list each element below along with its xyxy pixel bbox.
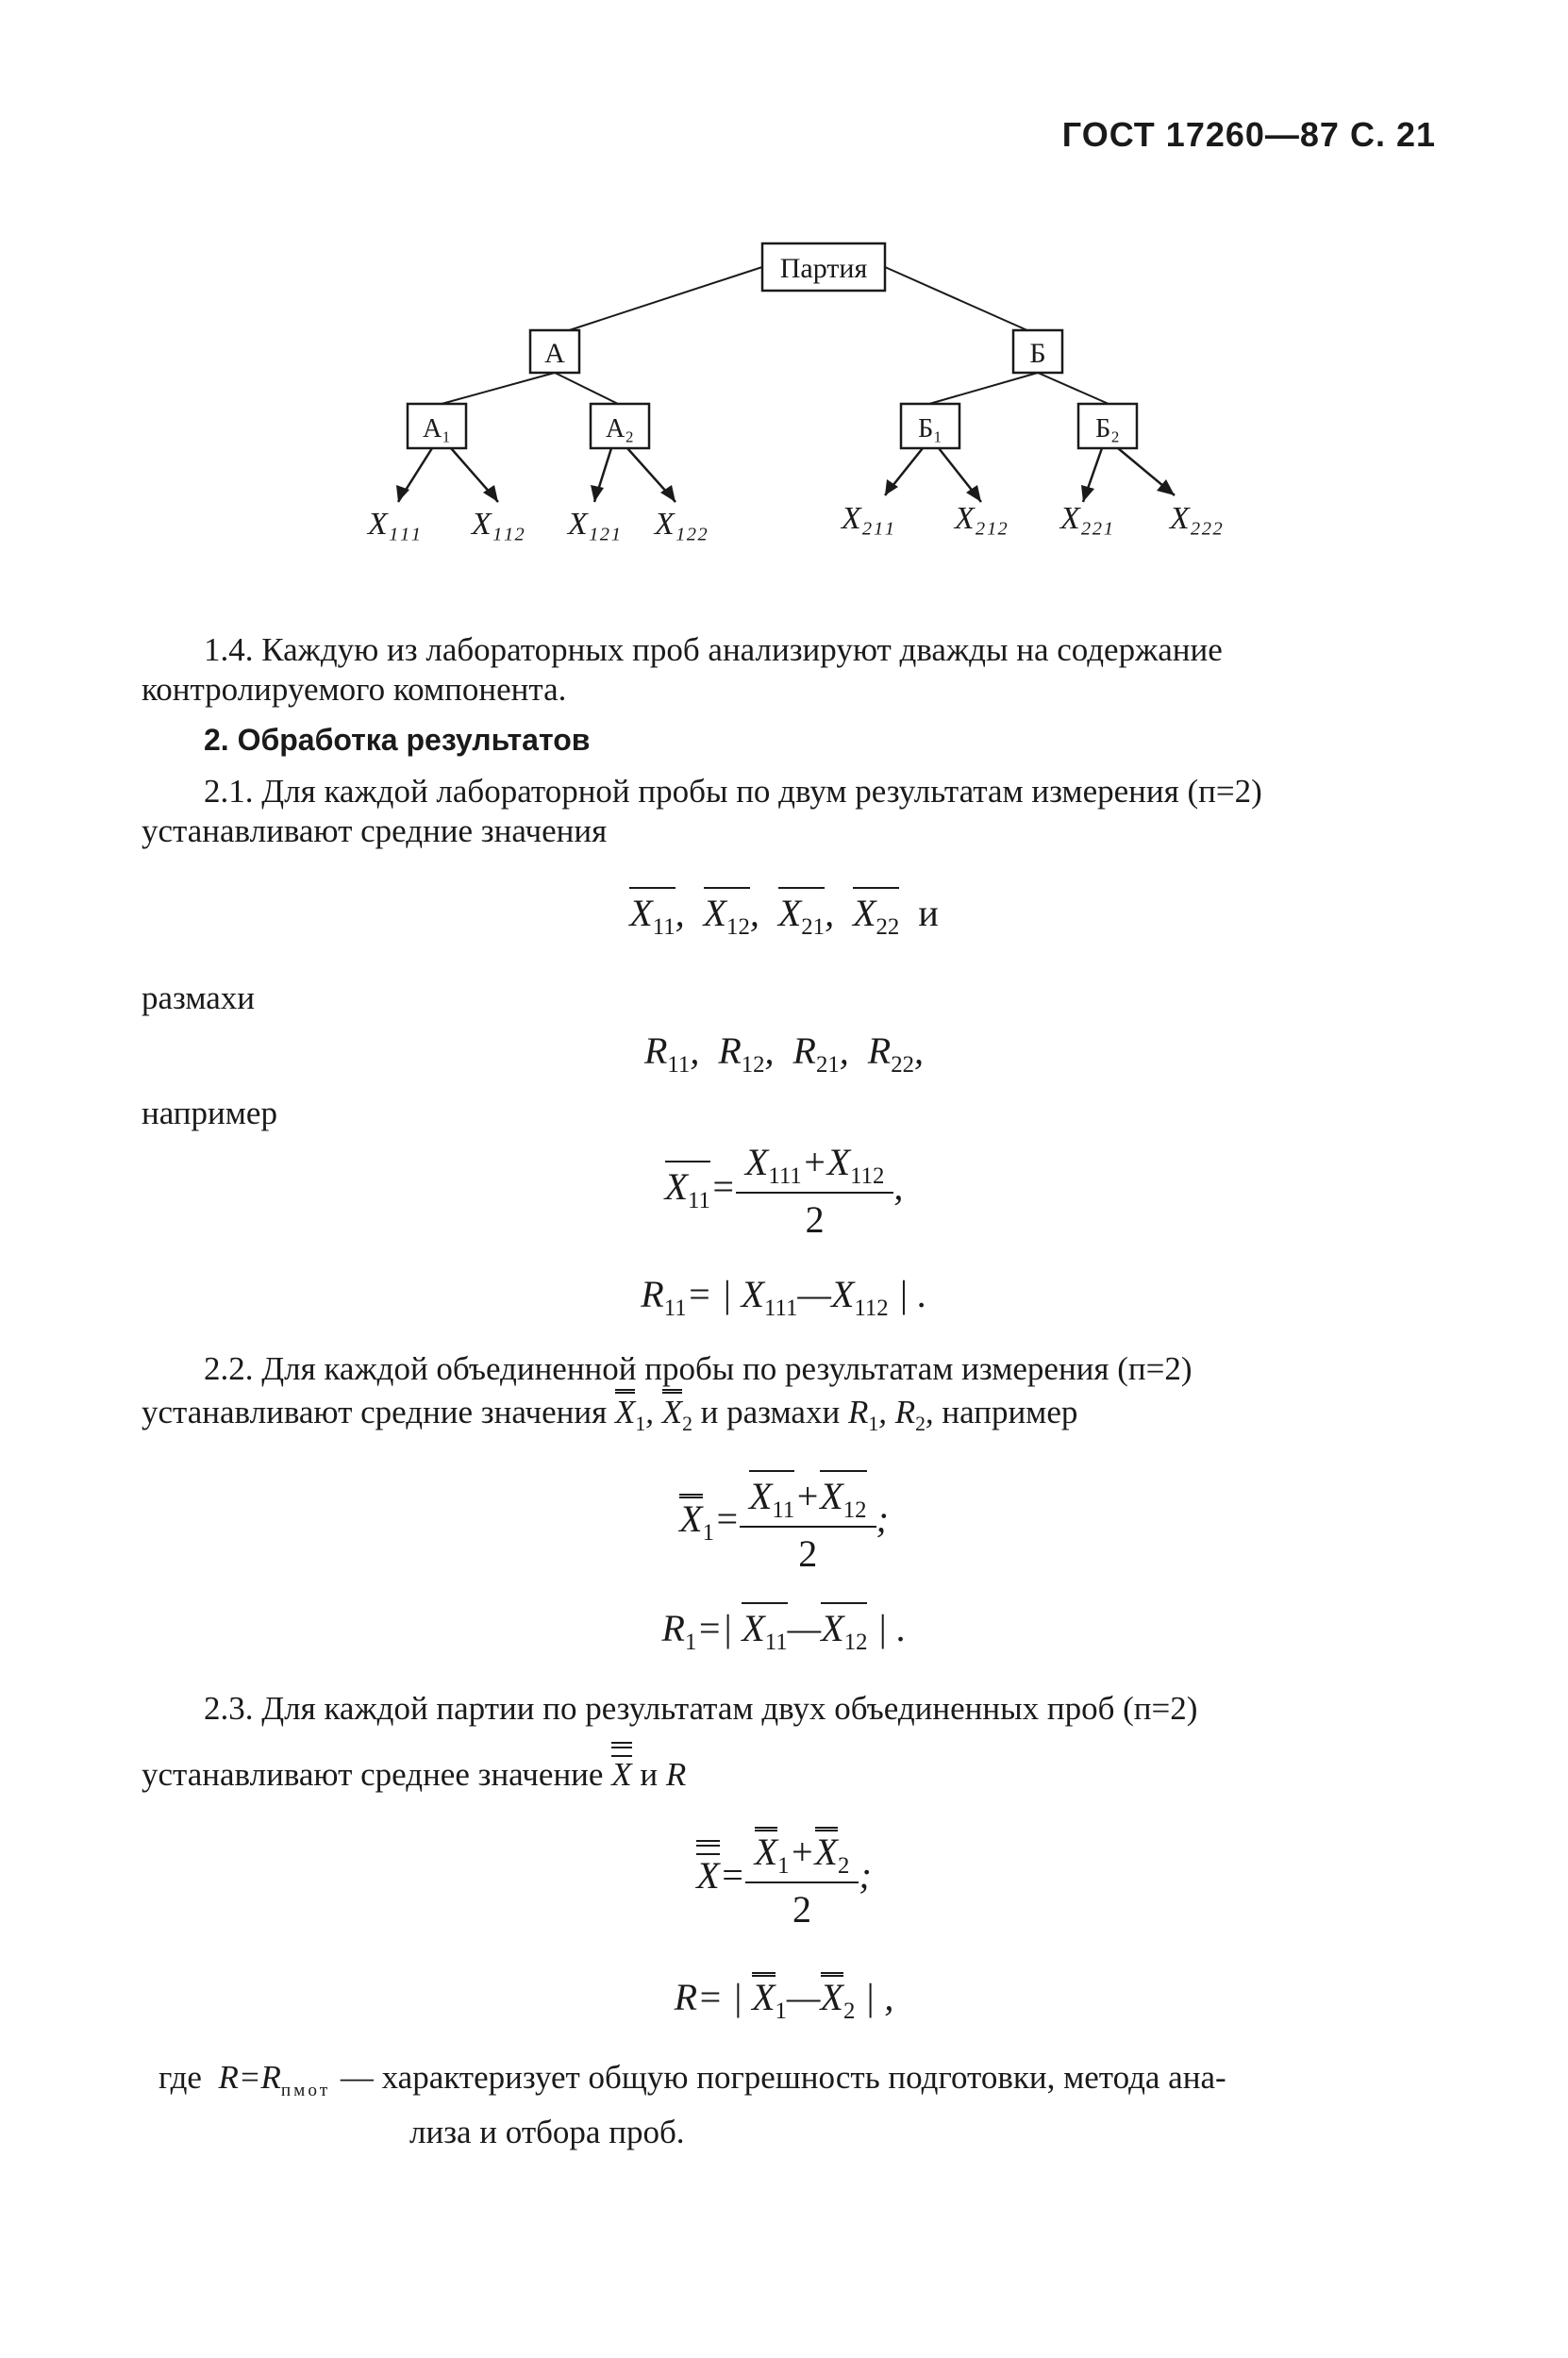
formula-range-r: R= | $X_1—X_2$ | , <box>0 1972 1568 2025</box>
formula-range-r1: $R_1=|$ $X_{11}—X_{12}$ | . <box>0 1602 1568 1656</box>
tree-edge <box>442 373 555 404</box>
paragraph-1-4-line1: 1.4. Каждую из лабораторных проб анализируют дважды на содержание <box>204 631 1223 668</box>
paragraph-2-2-line2-a: устанавливают средние значения <box>142 1394 608 1430</box>
tree-leaf-label: X₁₁₂ <box>471 507 525 542</box>
tree-leaf-label: X₁₂₁ <box>567 507 622 542</box>
paragraph-2-1 <box>142 772 1434 851</box>
tree-leaf-label: X₂₂₂ <box>1169 501 1224 536</box>
word-and: и <box>918 892 939 934</box>
formula-mean-x11: $X_{11}=$ $\frac{X_{111}+X_{112}}{2}$ , <box>664 1141 904 1241</box>
formula-ranges-list: $R_{11}$, $R_{12}$, $R_{21}$, $R_{22}$, <box>643 1029 925 1078</box>
paragraph-2-2: 2.2. Для каждой объединенной пробы по результатам измерения (п=2) устанавливают средние значения $X_1$, $X_2$ и размахи $R_1$, $R_2$, например <box>142 1350 1193 1435</box>
paragraph-2-3-line1: 2.3. Для каждой партии по результатам двух объединенных проб (п=2) <box>204 1690 1198 1727</box>
where-clause: где $R=R_{пмот}$ — характеризует общую погрешность подготовки, метода ана- лиза и отбора проб. <box>158 2057 1434 2153</box>
where-line2: лиза и отбора проб. <box>409 2114 685 2150</box>
formula-range-r11: $R_{11}=$ | $X_{111}—X_{112}$ | . <box>641 1273 927 1321</box>
tree-edge <box>885 267 1038 335</box>
paragraph-2-3: 2.3. Для каждой партии по результатам двух объединенных проб (п=2) устанавливают среднее значение X и R <box>142 1690 1198 1793</box>
tree-level2-label: Б₂ <box>1095 414 1120 443</box>
paragraph-1-4-line2: контролируемого компонента. <box>142 671 567 708</box>
label-ranges: размахи <box>142 979 256 1016</box>
tree-leaf-label: X₁₁₁ <box>367 507 422 542</box>
formula-grand-mean: X= $\frac{X_1+X_2}{2}$ ; <box>0 1827 1568 1932</box>
paragraph-2-1-line1: 2.1. Для каждой лабораторной пробы по двум результатам измерения (п=2) <box>204 773 1262 810</box>
formula-mean-x1: $X_1=$ $\frac{X_{11}+X_{12}}{2}$ ; <box>0 1470 1568 1576</box>
page-header: ГОСТ 17260—87 С. 21 <box>1061 115 1436 154</box>
paragraph-2-2-line2-c: например <box>942 1394 1078 1430</box>
tree-edge <box>555 267 762 335</box>
paragraph-1-4 <box>142 630 1434 710</box>
label-example: например <box>142 1095 277 1131</box>
tree-leaf-label: X₂₁₁ <box>841 501 895 536</box>
tree-level2-label: А₂ <box>606 414 634 443</box>
paragraph-2-2-line1: 2.2. Для каждой объединенной пробы по результатам измерения (п=2) <box>204 1350 1193 1387</box>
tree-leaf-label: X₁₂₂ <box>654 507 709 542</box>
paragraph-2-1-line2: устанавливают средние значения <box>142 812 608 849</box>
tree-root-label: Партия <box>779 253 868 284</box>
paragraph-2-2-line2-b: и размахи <box>700 1394 841 1430</box>
tree-edge <box>555 373 618 404</box>
tree-level1-label: А <box>544 338 565 369</box>
sampling-tree-diagram <box>0 0 1568 585</box>
arrowhead <box>591 485 604 502</box>
paragraph-2-3-line2-a: устанавливают среднее значение <box>142 1756 604 1793</box>
paragraph-2-3-line2-b: и <box>640 1756 659 1793</box>
formula-means-list: $X_{11}$, $X_{12}$, $X_{21}$, $X_{22}$ и <box>0 887 1568 941</box>
where-dash-text: — характеризует общую погрешность подготовки, метода ана- <box>340 2059 1226 2096</box>
where-prefix: где <box>158 2059 202 2096</box>
tree-level2-label: А₁ <box>423 414 451 443</box>
where-subscript: пмот <box>280 2081 331 2100</box>
tree-leaf-label: X₂₂₁ <box>1059 501 1114 536</box>
arrowhead <box>1081 485 1094 502</box>
section-heading: 2. Обработка результатов <box>204 723 591 757</box>
tree-edge <box>1038 373 1109 404</box>
tree-edge <box>929 373 1038 404</box>
tree-leaf-label: X₂₁₂ <box>954 501 1009 536</box>
tree-level1-label: Б <box>1029 338 1046 369</box>
tree-level2-label: Б₁ <box>918 414 942 443</box>
